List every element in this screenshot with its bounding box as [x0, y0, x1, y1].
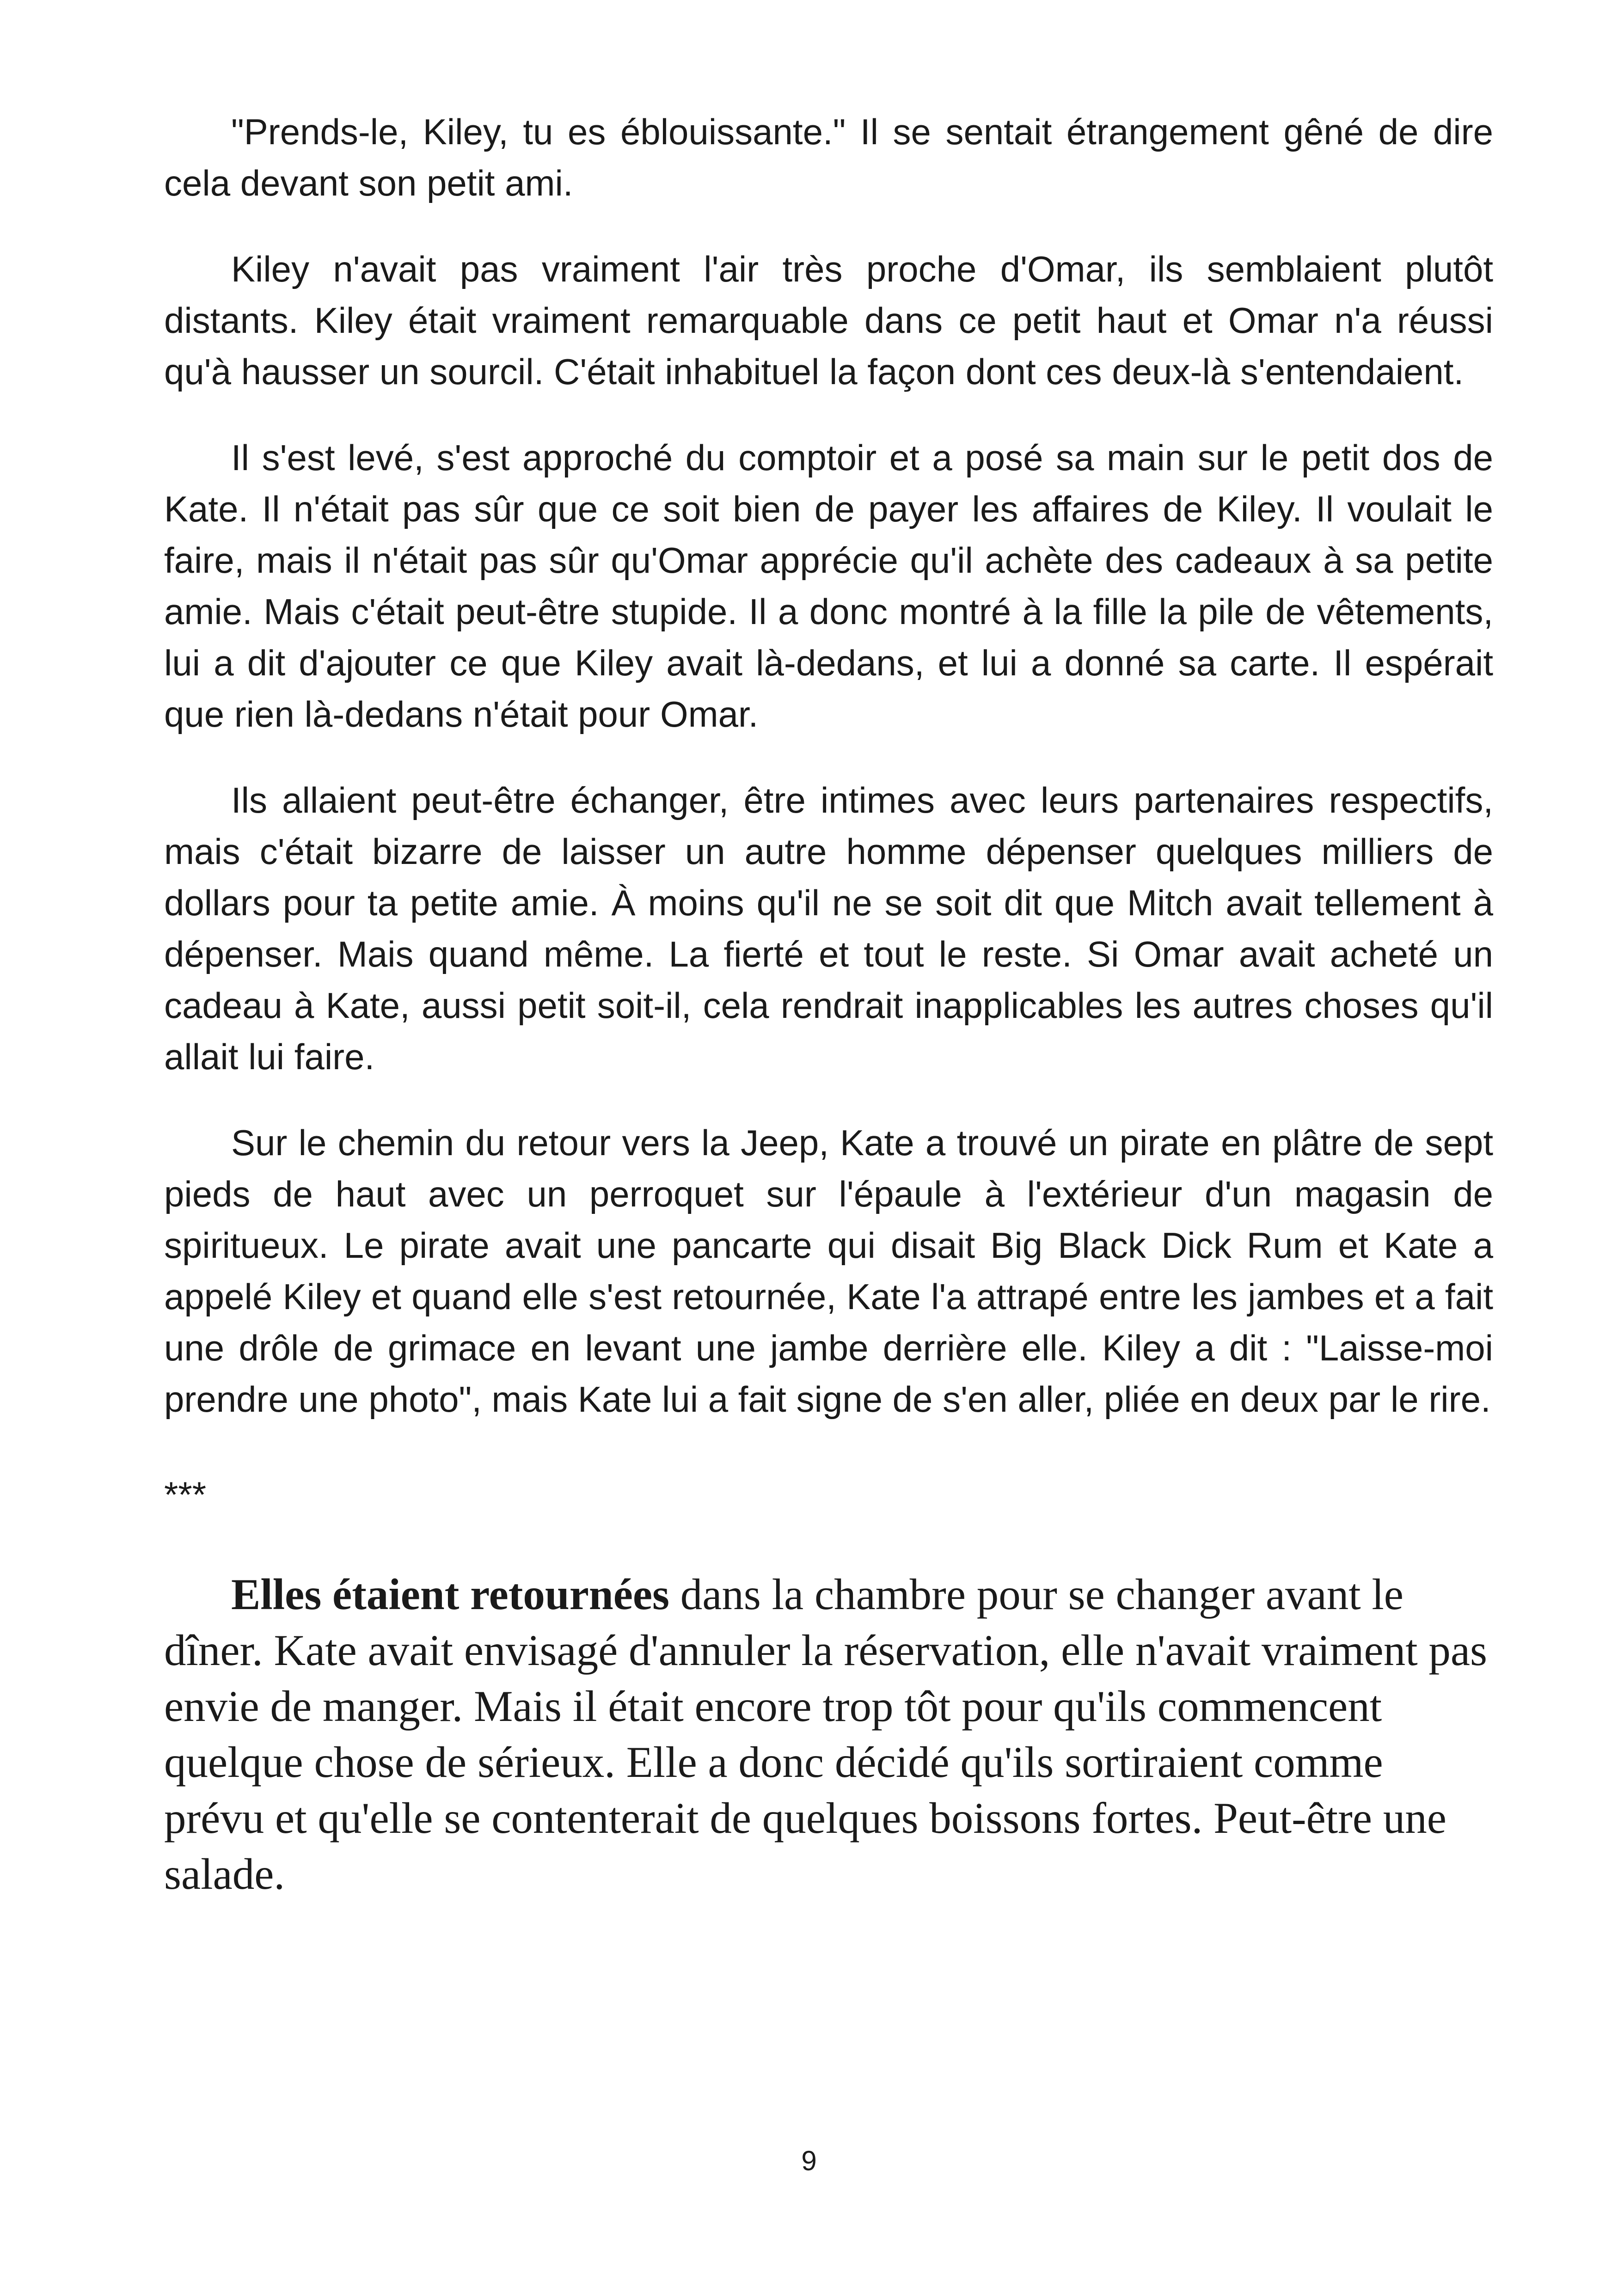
paragraph-2: Kiley n'avait pas vraiment l'air très proche d'Omar, ils semblaient plutôt distants. Kiley était vraiment remarquable dans ce petit haut et Omar n'a réussi qu'à hausser un sourcil. C'était inhabituel la façon dont ces deux-là s'entendaient.: [164, 249, 1493, 392]
paragraph-4: Ils allaient peut-être échanger, être intimes avec leurs partenaires respectifs, mais c'était bizarre de laisser un autre homme dépenser quelques milliers de dollars pour ta petite amie. À moins qu'il ne se soit dit que Mitch avait tellement à dépenser. Mais quand même. La fierté et tout le reste. Si Omar avait acheté un cadeau à Kate, aussi petit soit-il, cela rendrait inapplicables les autres choses qu'il allait lui faire.: [164, 780, 1493, 1077]
document-page: [164, 106, 1493, 1902]
section-paragraph-text: dans la chambre pour se changer avant le dîner. Kate avait envisagé d'annuler la réservation, elle n'avait vraiment pas envie de manger. Mais il était encore trop tôt pour qu'ils commencent quelque chose de sérieux. Elle a donc décidé qu'ils sortiraient comme prévu et qu'elle se contenterait de quelques boissons fortes. Peut-être une salade.: [164, 1570, 1487, 1898]
paragraph-1: "Prends-le, Kiley, tu es éblouissante." Il se sentait étrangement gêné de dire cela devant son petit ami.: [164, 111, 1493, 203]
section-lead-bold: Elles étaient retournées: [231, 1570, 670, 1619]
section-paragraph: [164, 1567, 1493, 1902]
paragraph-3: Il s'est levé, s'est approché du comptoir et a posé sa main sur le petit dos de Kate. Il n'était pas sûr que ce soit bien de payer les affaires de Kiley. Il voulait le faire, mais il n'était pas sûr qu'Omar apprécie qu'il achète des cadeaux à sa petite amie. Mais c'était peut-être stupide. Il a donc montré à la fille la pile de vêtements, lui a dit d'ajouter ce que Kiley avait là-dedans, et lui a donné sa carte. Il espérait que rien là-dedans n'était pour Omar.: [164, 437, 1493, 735]
paragraph-5: Sur le chemin du retour vers la Jeep, Kate a trouvé un pirate en plâtre de sept pieds de haut avec un perroquet sur l'épaule à l'extérieur d'un magasin de spiritueux. Le pirate avait une pancarte qui disait Big Black Dick Rum et Kate a appelé Kiley et quand elle s'est retournée, Kate l'a attrapé entre les jambes et a fait une drôle de grimace en levant une jambe derrière elle. Kiley a dit : "Laisse-moi prendre une photo", mais Kate lui a fait signe de s'en aller, pliée en deux par le rire.: [164, 1122, 1493, 1420]
section-separator: ***: [164, 1474, 207, 1515]
page-number: 9: [801, 2145, 817, 2176]
